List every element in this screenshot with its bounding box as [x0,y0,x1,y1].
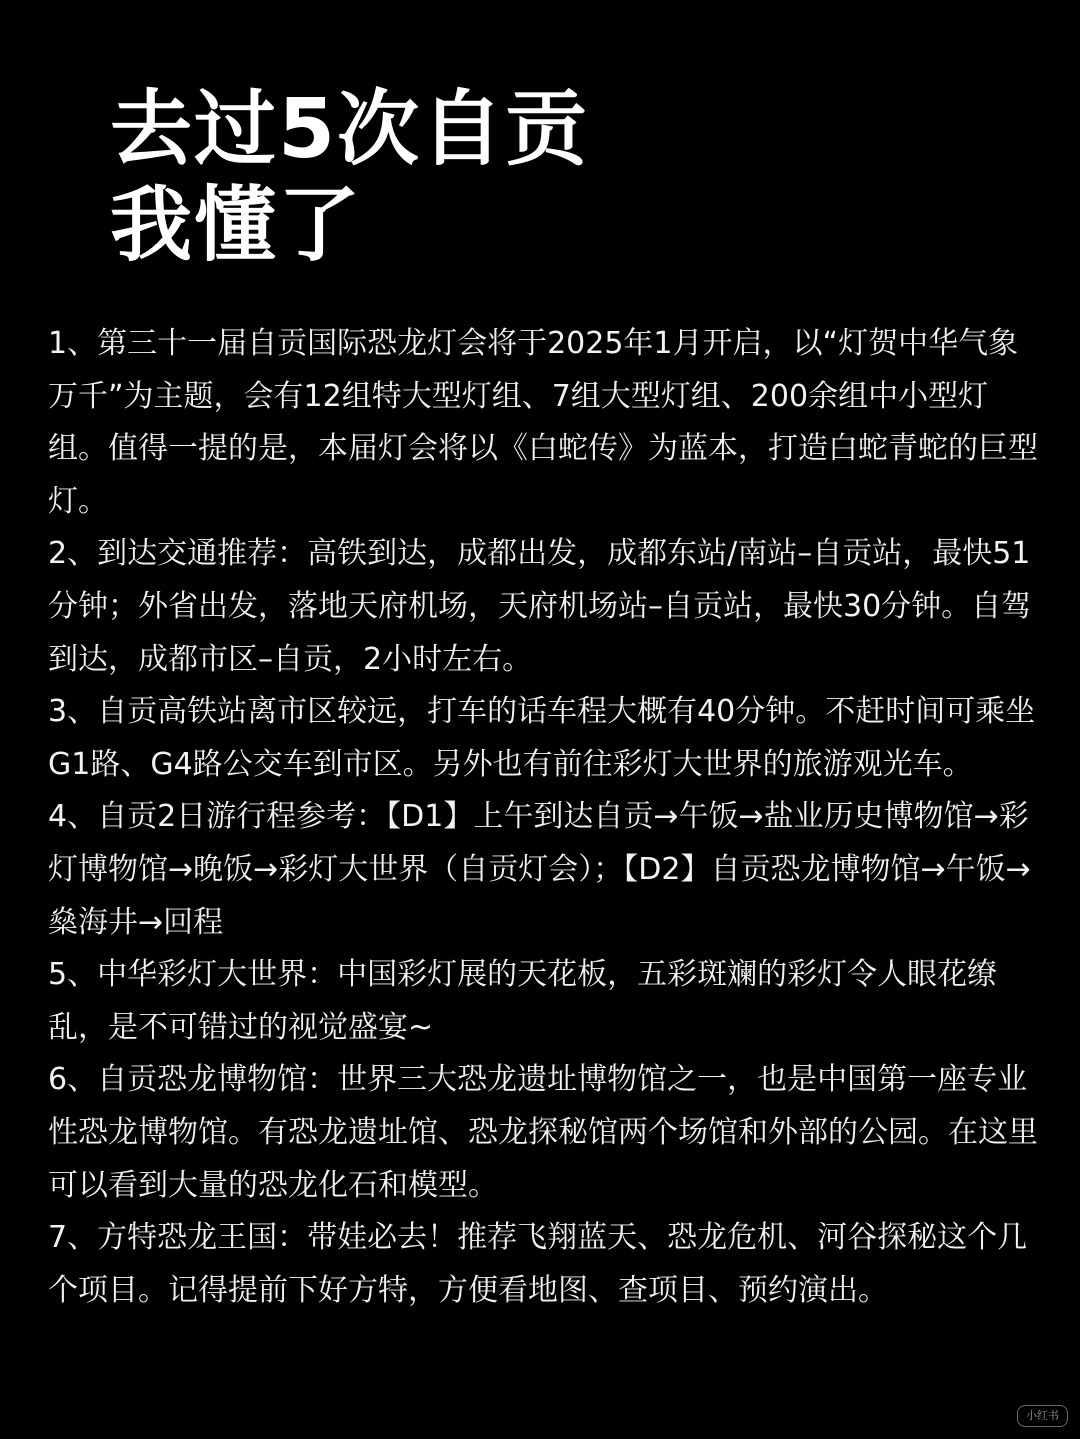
paragraph-4: 4、自贡2日游行程参考：【D1】上午到达自贡→午饭→盐业历史博物馆→彩灯博物馆→晚饭→彩灯大世界（自贡灯会）；【D2】自贡恐龙博物馆→午饭→燊海井→回程 [48,799,1031,940]
article-body [48,318,1038,1317]
watermark-logo: 小红书 [1017,1405,1068,1427]
paragraph-5: 5、中华彩灯大世界：中国彩灯展的天花板，五彩斑斓的彩灯令人眼花缭乱，是不可错过的视觉盛宴~ [48,957,998,1045]
page-title [110,82,1010,274]
paragraph-2: 2、到达交通推荐：高铁到达，成都出发，成都东站/南站–自贡站，最快51分钟；外省出发，落地天府机场，天府机场站–自贡站，最快30分钟。自驾到达，成都市区–自贡，2小时左右。 [48,536,1032,677]
paragraph-1: 1、第三十一届自贡国际恐龙灯会将于2025年1月开启，以“灯贺中华气象万千”为主题，会有12组特大型灯组、7组大型灯组、200余组中小型灯组。值得一提的是，本届灯会将以《白蛇传》为蓝本，打造白蛇青蛇的巨型灯。 [48,326,1038,519]
paragraph-3: 3、自贡高铁站离市区较远，打车的话车程大概有40分钟。不赶时间可乘坐G1路、G4路公交车到市区。另外也有前往彩灯大世界的旅游观光车。 [48,694,1036,782]
paragraph-6: 6、自贡恐龙博物馆：世界三大恐龙遗址博物馆之一，也是中国第一座专业性恐龙博物馆。有恐龙遗址馆、恐龙探秘馆两个场馆和外部的公园。在这里可以看到大量的恐龙化石和模型。 [48,1062,1038,1203]
paragraph-7: 7、方特恐龙王国：带娃必去！推荐飞翔蓝天、恐龙危机、河谷探秘这个几个项目。记得提前下好方特，方便看地图、查项目、预约演出。 [48,1220,1028,1308]
title-line-2: 我懂了 [110,178,363,273]
title-line-1: 去过5次自贡 [110,82,590,177]
